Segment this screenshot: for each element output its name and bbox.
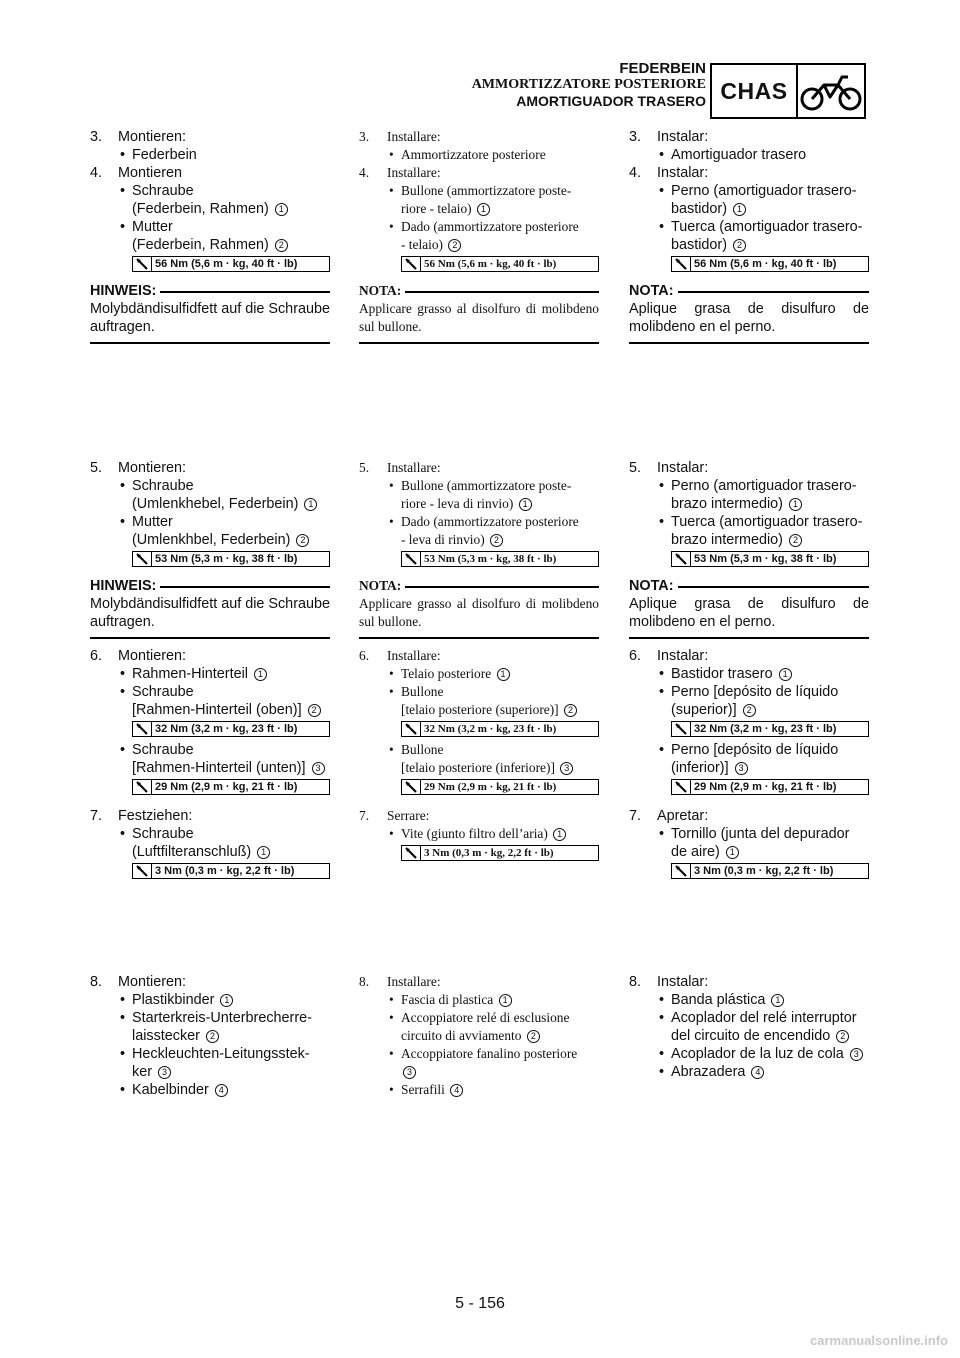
step-heading: Apretar: — [657, 808, 709, 824]
bullet-item: Perno [depósito de líquido — [671, 684, 839, 700]
bullet-item: Schraube — [132, 826, 194, 842]
torque-spec: 56 Nm (5,6 m · kg, 40 ft · lb) — [401, 256, 599, 272]
note-text: Applicare grasso al disolfuro di molibdeno sul bullone. — [359, 595, 599, 639]
bullet-item: Schraube — [132, 478, 194, 494]
callout-1: 1 — [254, 668, 267, 681]
step-number: 6. — [359, 648, 370, 663]
step-number: 8. — [359, 974, 370, 989]
torque-spec: 53 Nm (5,3 m · kg, 38 ft · lb) — [671, 551, 869, 567]
wrench-icon — [672, 552, 691, 566]
step-number: 7. — [629, 808, 642, 824]
bullet-item: Schraube — [132, 183, 194, 199]
callout-1: 1 — [779, 668, 792, 681]
torque-spec: 56 Nm (5,6 m · kg, 40 ft · lb) — [132, 256, 330, 272]
bullet-item: Kabelbinder 4 — [132, 1081, 330, 1099]
torque-spec: 32 Nm (3,2 m · kg, 23 ft · lb) — [671, 721, 869, 737]
bullet-item-cont: circuito di avviamento 2 — [401, 1027, 599, 1045]
bullet-item: Vite (giunto filtro dell’aria) 1 — [401, 825, 599, 843]
wrench-icon — [133, 780, 152, 794]
callout-1: 1 — [257, 846, 270, 859]
step-heading: Montieren — [118, 165, 182, 181]
torque-spec: 29 Nm (2,9 m · kg, 21 ft · lb) — [132, 779, 330, 795]
bullet-item-cont: laisstecker 2 — [132, 1027, 330, 1045]
callout-3: 3 — [560, 762, 573, 775]
callout-1: 1 — [220, 994, 233, 1007]
callout-2: 2 — [308, 704, 321, 717]
bullet-item: Tornillo (junta del depurador — [671, 826, 850, 842]
note-heading: HINWEIS: — [90, 282, 330, 300]
step-heading: Montieren: — [118, 460, 186, 476]
note-heading: NOTA: — [359, 282, 599, 300]
step-number: 8. — [629, 974, 642, 990]
callout-1: 1 — [789, 498, 802, 511]
bullet-item-cont: de aire) 1 — [671, 843, 869, 861]
callout-1: 1 — [275, 203, 288, 216]
step-number: 4. — [359, 165, 370, 180]
step-heading: Instalar: — [657, 648, 709, 664]
step-heading: Installare: — [387, 129, 441, 144]
torque-spec: 29 Nm (2,9 m · kg, 21 ft · lb) — [401, 779, 599, 795]
wrench-icon — [402, 722, 421, 736]
callout-3: 3 — [312, 762, 325, 775]
torque-spec: 3 Nm (0,3 m · kg, 2,2 ft · lb) — [401, 845, 599, 861]
note-heading: NOTA: — [629, 577, 869, 595]
bullet-item: Amortiguador trasero — [671, 147, 807, 163]
note-text: Aplique grasa de disulfuro de molibdeno en el perno. — [629, 300, 869, 344]
callout-1: 1 — [477, 203, 490, 216]
bullet-item-cont: bastidor) 1 — [671, 200, 869, 218]
callout-1: 1 — [497, 668, 510, 681]
bullet-item-cont: (inferior)] 3 — [671, 759, 869, 777]
bullet-item-cont: riore - telaio) 1 — [401, 200, 599, 218]
bullet-item: Acoplador del relé interruptor — [671, 1010, 857, 1026]
torque-spec: 29 Nm (2,9 m · kg, 21 ft · lb) — [671, 779, 869, 795]
step-heading: Installare: — [387, 974, 441, 989]
step-heading: Installare: — [387, 460, 441, 475]
callout-1: 1 — [499, 994, 512, 1007]
motorcycle-icon — [800, 71, 862, 113]
bullet-item: Ammortizzatore posteriore — [401, 147, 546, 162]
wrench-icon — [672, 722, 691, 736]
step-number: 6. — [629, 648, 642, 664]
header-title-it: AMMORTIZZATORE POSTERIORE — [471, 77, 706, 92]
header-title-de: FEDERBEIN — [619, 60, 706, 77]
bullet-item: Dado (ammortizzatore posteriore — [401, 514, 579, 529]
section-label: CHAS — [712, 65, 798, 117]
step-number: 5. — [90, 460, 103, 476]
callout-3: 3 — [403, 1066, 416, 1079]
callout-1: 1 — [304, 498, 317, 511]
step-number: 3. — [629, 129, 642, 145]
torque-spec: 32 Nm (3,2 m · kg, 23 ft · lb) — [401, 721, 599, 737]
bullet-item: Mutter — [132, 514, 173, 530]
bullet-item-cont — [401, 1063, 599, 1081]
bullet-item: Plastikbinder 1 — [132, 991, 330, 1009]
step-heading: Festziehen: — [118, 808, 193, 824]
wrench-icon — [672, 864, 691, 878]
callout-3: 3 — [158, 1066, 171, 1079]
note-text: Molybdändisulfidfett auf die Schraube auftragen. — [90, 300, 330, 344]
callout-2: 2 — [836, 1030, 849, 1043]
bullet-item: Bullone (ammortizzatore poste- — [401, 478, 572, 493]
bullet-item-cont: (Luftfilteranschluß) 1 — [132, 843, 330, 861]
bullet-item: Dado (ammortizzatore posteriore — [401, 219, 579, 234]
torque-spec: 53 Nm (5,3 m · kg, 38 ft · lb) — [401, 551, 599, 567]
step-heading: Montieren: — [118, 974, 186, 990]
callout-2: 2 — [490, 534, 503, 547]
bullet-item: Serrafili 4 — [401, 1081, 599, 1099]
bullet-item: Starterkreis-Unterbrecherre- — [132, 1010, 312, 1026]
step-number: 5. — [629, 460, 642, 476]
step-heading: Montieren: — [118, 129, 186, 145]
bullet-item-cont: (Federbein, Rahmen) 1 — [132, 200, 330, 218]
step-heading: Instalar: — [657, 460, 709, 476]
step-heading: Montieren: — [118, 648, 186, 664]
callout-2: 2 — [789, 534, 802, 547]
torque-spec: 3 Nm (0,3 m · kg, 2,2 ft · lb) — [132, 863, 330, 879]
step-heading: Installare: — [387, 165, 441, 180]
wrench-icon — [402, 552, 421, 566]
wrench-icon — [672, 780, 691, 794]
bullet-item-cont: ker 3 — [132, 1063, 330, 1081]
callout-2: 2 — [448, 239, 461, 252]
bullet-item-cont: - telaio) 2 — [401, 236, 599, 254]
step-heading: Instalar: — [657, 974, 709, 990]
bullet-item: Mutter — [132, 219, 173, 235]
bullet-item: Heckleuchten-Leitungsstek- — [132, 1046, 310, 1062]
bullet-item: Telaio posteriore 1 — [401, 665, 599, 683]
wrench-icon — [133, 257, 152, 271]
bullet-item: Banda plástica 1 — [671, 991, 869, 1009]
note-text: Aplique grasa de disulfuro de molibdeno en el perno. — [629, 595, 869, 639]
step-number: 7. — [90, 808, 103, 824]
bullet-item: Accoppiatore fanalino posteriore — [401, 1046, 578, 1061]
bullet-item: Acoplador de la luz de cola 3 — [671, 1045, 869, 1063]
callout-2: 2 — [275, 239, 288, 252]
callout-4: 4 — [215, 1084, 228, 1097]
step-heading: Instalar: — [657, 165, 709, 181]
callout-2: 2 — [206, 1030, 219, 1043]
torque-spec: 53 Nm (5,3 m · kg, 38 ft · lb) — [132, 551, 330, 567]
bullet-item-cont: [Rahmen-Hinterteil (oben)] 2 — [132, 701, 330, 719]
bullet-item: Abrazadera 4 — [671, 1063, 869, 1081]
callout-1: 1 — [519, 498, 532, 511]
page-header — [472, 60, 706, 109]
bullet-item-cont: (superior)] 2 — [671, 701, 869, 719]
torque-spec: 56 Nm (5,6 m · kg, 40 ft · lb) — [671, 256, 869, 272]
step-number: 4. — [629, 165, 642, 181]
bullet-item-cont: brazo intermedio) 2 — [671, 531, 869, 549]
step-heading: Serrare: — [387, 808, 430, 823]
wrench-icon — [402, 846, 421, 860]
bullet-item-cont: [Rahmen-Hinterteil (unten)] 3 — [132, 759, 330, 777]
torque-spec: 3 Nm (0,3 m · kg, 2,2 ft · lb) — [671, 863, 869, 879]
callout-1: 1 — [553, 828, 566, 841]
page-number: 5 - 156 — [455, 1295, 505, 1312]
column-german: 3. Montieren: • Federbein 4. Montieren • Schraube (Federbein, Rahmen) 1 • Mutter (Federbein, Rahmen) 2 56 Nm (5,6 m · kg, 40 ft · lb) HINWEIS: Molybdändisulfidfett auf die Schraube auftragen. 5. Montieren: • Schraube (Umlenkhebel, Federbein) 1 • Mutter (Umlenkhbel, Federbein) 2 53 Nm (5,3 m · kg, 38 ft · lb) HINWEIS: Molybdändisulfidfett auf die Schraube auftragen. 6. Montieren: • Rahmen-Hinterteil 1 • Schraube [Rahmen-Hinterteil (oben)] 2 32 Nm (3,2 m · kg, 23 ft · lb) • Schraube [Rahmen-Hinterteil (unten)] 3 29 Nm (2,9 m · kg, 21 ft · lb) 7. Festziehen: • Schraube (Luftfilteranschluß) 1 3 Nm (0,3 m · kg, 2,2 ft · lb) 8. Montieren: • Plastikbinder 1 • Starterkreis-Unterbrecherre- laisstecker 2 • Heckleuchten-Leitungsstek- ker 3 • Kabelbinder 4 — [90, 129, 330, 1098]
bullet-item-cont: [telaio posteriore (inferiore)] 3 — [401, 759, 599, 777]
callout-4: 4 — [450, 1084, 463, 1097]
callout-1: 1 — [733, 203, 746, 216]
column-italian: 3. Installare: • Ammortizzatore posteriore 4. Installare: • Bullone (ammortizzatore poste- riore - telaio) 1 • Dado (ammortizzatore posteriore - telaio) 2 56 Nm (5,6 m · kg, 40 ft · lb) NOTA: Applicare grasso al disolfuro di molibdeno sul bullone. 5. Installare: • Bullone (ammortizzatore poste- riore - leva di rinvio) 1 • Dado (ammortizzatore posteriore - leva di rinvio) 2 53 Nm (5,3 m · kg, 38 ft · lb) NOTA: Applicare grasso al disolfuro di molibdeno sul bullone. 6. Installare: • Telaio posteriore 1 • Bullone [telaio posteriore (superiore)] 2 32 Nm (3,2 m · kg, 23 ft · lb) • Bullone [telaio posteriore (inferiore)] 3 29 Nm (2,9 m · kg, 21 ft · lb) 7. Serrare: • Vite (giunto filtro dell’aria) 1 3 Nm (0,3 m · kg, 2,2 ft · lb) 8. Installare: • Fascia di plastica 1 • Accoppiatore relé di esclusione circuito di avviamento 2 • Accoppiatore fanalino posteriore 3 • Serrafili 4 — [359, 129, 599, 1097]
bullet-item: Perno [depósito de líquido — [671, 742, 839, 758]
callout-2: 2 — [296, 534, 309, 547]
note-heading: NOTA: — [359, 577, 599, 595]
step-number: 3. — [359, 129, 370, 144]
callout-2: 2 — [743, 704, 756, 717]
bullet-item-cont: [telaio posteriore (superiore)] 2 — [401, 701, 599, 719]
bullet-item: Bullone — [401, 684, 444, 699]
bullet-item-cont: (Federbein, Rahmen) 2 — [132, 236, 330, 254]
callout-2: 2 — [733, 239, 746, 252]
bullet-item: Accoppiatore relé di esclusione — [401, 1010, 570, 1025]
step-number: 3. — [90, 129, 103, 145]
bullet-item-cont: riore - leva di rinvio) 1 — [401, 495, 599, 513]
step-number: 8. — [90, 974, 103, 990]
note-heading: NOTA: — [629, 282, 869, 300]
wrench-icon — [133, 864, 152, 878]
bullet-item: Perno (amortiguador trasero- — [671, 183, 857, 199]
step-heading: Installare: — [387, 648, 441, 663]
bullet-item: Federbein — [132, 147, 197, 163]
bullet-item: Bullone (ammortizzatore poste- — [401, 183, 572, 198]
callout-3: 3 — [850, 1048, 863, 1061]
torque-spec: 32 Nm (3,2 m · kg, 23 ft · lb) — [132, 721, 330, 737]
bullet-item: Bastidor trasero 1 — [671, 665, 869, 683]
callout-1: 1 — [771, 994, 784, 1007]
bullet-item: Schraube — [132, 742, 194, 758]
bullet-item: Rahmen-Hinterteil 1 — [132, 665, 330, 683]
wrench-icon — [672, 257, 691, 271]
bullet-item: Bullone — [401, 742, 444, 757]
bullet-item-cont: - leva di rinvio) 2 — [401, 531, 599, 549]
step-number: 7. — [359, 808, 370, 823]
note-heading: HINWEIS: — [90, 577, 330, 595]
step-number: 6. — [90, 648, 103, 664]
step-number: 5. — [359, 460, 370, 475]
bullet-item-cont: bastidor) 2 — [671, 236, 869, 254]
bullet-item: Tuerca (amortiguador trasero- — [671, 514, 863, 530]
callout-3: 3 — [735, 762, 748, 775]
bullet-item: Perno (amortiguador trasero- — [671, 478, 857, 494]
note-text: Applicare grasso al disolfuro di molibdeno sul bullone. — [359, 300, 599, 344]
callout-2: 2 — [527, 1030, 540, 1043]
step-number: 4. — [90, 165, 103, 181]
column-spanish: 3. Instalar: • Amortiguador trasero 4. Instalar: • Perno (amortiguador trasero- bastidor) 1 • Tuerca (amortiguador trasero- bastidor) 2 56 Nm (5,6 m · kg, 40 ft · lb) NOTA: Aplique grasa de disulfuro de molibdeno en el perno. 5. Instalar: • Perno (amortiguador trasero- brazo intermedio) 1 • Tuerca (amortiguador trasero- brazo intermedio) 2 53 Nm (5,3 m · kg, 38 ft · lb) NOTA: Aplique grasa de disulfuro de molibdeno en el perno. 6. Instalar: • Bastidor trasero 1 • Perno [depósito de líquido (superior)] 2 32 Nm (3,2 m · kg, 23 ft · lb) • Perno [depósito de líquido (inferior)] 3 29 Nm (2,9 m · kg, 21 ft · lb) 7. Apretar: • Tornillo (junta del depurador de aire) 1 3 Nm (0,3 m · kg, 2,2 ft · lb) 8. Instalar: • Banda plástica 1 • Acoplador del relé interruptor del circuito de encendido 2 • Acoplador de la luz de cola 3 • Abrazadera 4 — [629, 129, 869, 1080]
wrench-icon — [402, 257, 421, 271]
note-text: Molybdändisulfidfett auf die Schraube auftragen. — [90, 595, 330, 639]
step-heading: Instalar: — [657, 129, 709, 145]
bullet-item-cont: brazo intermedio) 1 — [671, 495, 869, 513]
callout-2: 2 — [564, 704, 577, 717]
bullet-item-cont: (Umlenkhbel, Federbein) 2 — [132, 531, 330, 549]
bullet-item: Fascia di plastica 1 — [401, 991, 599, 1009]
bullet-item-cont: del circuito de encendido 2 — [671, 1027, 869, 1045]
wrench-icon — [133, 722, 152, 736]
header-title-es: AMORTIGUADOR TRASERO — [516, 93, 706, 109]
wrench-icon — [402, 780, 421, 794]
callout-1: 1 — [726, 846, 739, 859]
bullet-item: Tuerca (amortiguador trasero- — [671, 219, 863, 235]
watermark: carmanualsonline.info — [810, 1333, 948, 1348]
bullet-item-cont: (Umlenkhebel, Federbein) 1 — [132, 495, 330, 513]
section-badge — [710, 63, 866, 119]
bullet-item: Schraube — [132, 684, 194, 700]
wrench-icon — [133, 552, 152, 566]
callout-4: 4 — [751, 1066, 764, 1079]
